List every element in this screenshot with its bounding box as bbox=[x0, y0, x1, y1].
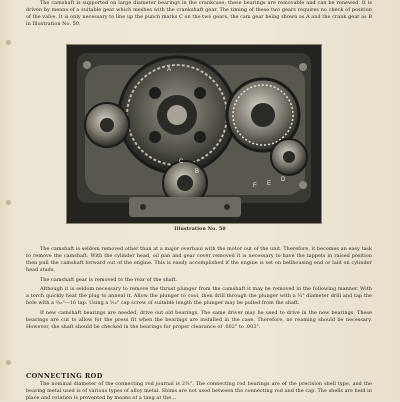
paragraph-camshaft-bearings: If new camshaft bearings are needed, drive out old bearings. The same driver may be used to drive in the new bearings. These bearings are cut to allow for the press fit when the bearings are installed in the case. Therefore, no reaming should be necessary. However, the shaft should be checked in the bearings for proper clearance of .002" to .003". bbox=[26, 309, 372, 330]
paragraph-camshaft-removal: The camshaft is seldom removed other than at a major overhaul with the motor out of the unit. Therefore, it becomes an easy task to remove the camshaft. With the cylinder head, oil pan and gear cover removed it is necessary to have the tappets in raised position then pull the camshaft forward out of the engine. This is easily accomplished if the engine is set on bellhousing end or laid on cylinder head studs. bbox=[26, 246, 372, 273]
figure-caption: Illustration No. 50 bbox=[174, 227, 226, 232]
figure-label-b: B bbox=[195, 169, 200, 175]
figure-label-d: D bbox=[281, 177, 286, 183]
engine-gear-photo bbox=[66, 44, 322, 224]
camshaft-section bbox=[26, 246, 372, 333]
paragraph-connecting-rod: The nominal diameter of the connecting rod journal is 2⅜". The connecting rod bearings are of the precision shell type, and the bearing metal used is of various types of alloy metal. Shims are not used between the connecting rod and the cap. The shells are held in place and rotation is prevented by means of a tang at the... bbox=[26, 381, 372, 401]
binding-hole bbox=[6, 40, 11, 45]
paragraph-camshaft-gear: The camshaft gear is removed to the rear of the shaft. bbox=[40, 276, 178, 283]
binding-hole bbox=[6, 200, 11, 205]
figure-label-e: E bbox=[267, 181, 272, 187]
paragraph-thrust-plunger: Although it is seldom necessary to remove the thrust plunger from the camshaft it may be removed in the following manner. With a torch quickly heat the plug to anneal it. Allow the plunger to cool, then drill through the plunger with a ¼" diameter drill and tap the hole with a ⁵⁄₁₆"—16 tap. Using a ⁵⁄₁₆" cap screw of suitable length the plunger may be pulled from the shaft. bbox=[26, 286, 372, 306]
figure-label-c: C bbox=[179, 159, 184, 165]
binding-hole bbox=[6, 360, 11, 365]
figure-label-a: A bbox=[167, 67, 172, 73]
gear-train-illustration bbox=[67, 45, 321, 223]
connecting-rod-section bbox=[26, 381, 372, 402]
intro-paragraph bbox=[26, 0, 372, 28]
intro-text: The camshaft is supported on large diameter bearings in the crankcase; these bearings are removable and can be renewed. It is driven by means of a suitable gear which meshes with the crankshaft gear. The timing of these two gears requires no check of position of the valve. It is only necessary to line up the punch marks C on the two gears, the cam gear being shown as A and the crank gear as B in Illustration No. 50. bbox=[26, 0, 372, 27]
section-heading: CONNECTING ROD bbox=[26, 372, 103, 380]
figure-label-f: F bbox=[253, 183, 257, 189]
